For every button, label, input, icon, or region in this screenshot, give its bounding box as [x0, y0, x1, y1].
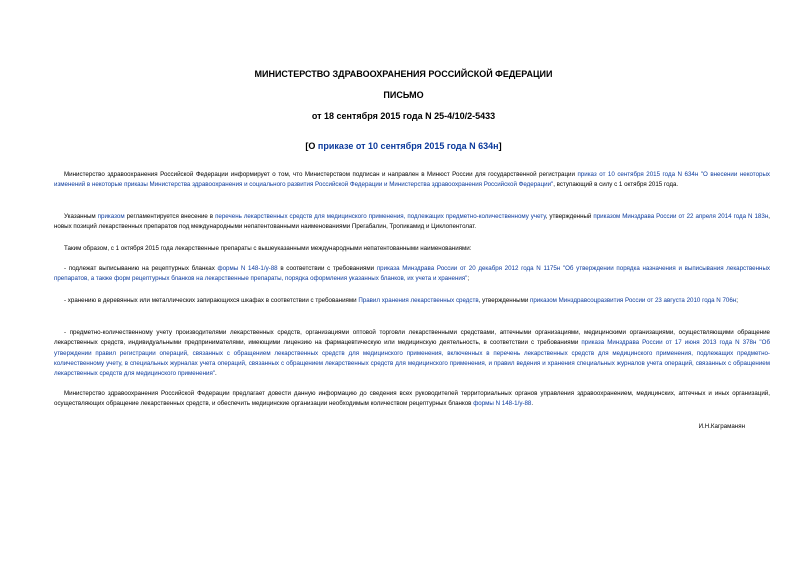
p5-text-2: , утвержденными — [478, 297, 530, 304]
p5-rules-link[interactable]: Правил хранения лекарственных средств — [358, 297, 479, 304]
subject-order-link[interactable]: приказе от 10 сентября 2015 года N 634н — [317, 141, 499, 151]
p4-text-3: ; — [467, 275, 470, 283]
p4-form-link[interactable]: формы N 148-1/у-88 — [217, 265, 278, 272]
document-subject — [0, 141, 807, 152]
paragraph-2 — [54, 212, 770, 233]
p6-text-1: - предметно-количественному учету производителями лекарственных средств, организациями оптовой торговли лекарственными средствами, аптечными организациями, медицинскими организациями, осуществляющими обращение лекарственных средств, индивидуальными предпринимателями, имеющими лицензию на фармацевтическую или медицинскую деятельность, в соответствии с требованиями — [54, 329, 770, 347]
p2-text-1: Указанным — [64, 213, 98, 220]
p6-order-378n-link[interactable]: приказа Минздрава России от 17 июня 2013 года N 378н "Об утверждении правил регистрации операций, связанных с обращением лекарственных средств для медицинского применения, включенных в перечень лекарственных средств для медицинского применения, подлежащих предметно-количественному учету, в специальных журналах учета операций, связанных с обращением лекарственных средств для медицинского применения, и правил ведения и хранения специальных журналов учета операций, связанных с обращением лекарственных средств для медицинского применения" — [54, 339, 770, 378]
paragraph-3 — [54, 244, 770, 254]
ministry-title: МИНИСТЕРСТВО ЗДРАВООХРАНЕНИЯ РОССИЙСКОЙ ФЕДЕРАЦИИ — [254, 69, 553, 79]
p5-text-1: - хранению в деревянных или металлических запирающихся шкафах в соответствии с требованиями — [64, 297, 359, 304]
p2-order-link[interactable]: приказом — [97, 213, 125, 220]
paragraph-5 — [54, 296, 770, 306]
p3-text-1: Таким образом, с 1 октября 2015 года лекарственные препараты с вышеуказанными международными непатентованными наименованиями: — [64, 245, 472, 252]
p1-text-2: , вступающий в силу с 1 октября 2015 года. — [553, 181, 679, 189]
p2-text-4: , новых позиций лекарственных препаратов под международными непатентованными наименованиями Прегабалин, Тропикамид и Циклопентолат. — [54, 213, 770, 231]
paragraph-4 — [54, 264, 770, 285]
p4-text-2: в соответствии с требованиями — [277, 265, 377, 272]
p7-text-1: Министерство здравоохранения Российской Федерации предлагает довести данную информацию до сведения всех руководителей территориальных органов управления здравоохранением, медицинских, аптечных и иных организаций, осуществляющих обращение лекарственных средств, и обеспечить медицинские организации необходимым количеством рецептурных бланков — [54, 390, 770, 408]
document-type: ПИСЬМО — [383, 90, 424, 100]
p4-text-1: - подлежат выписыванию на рецептурных бланках — [64, 265, 218, 272]
p2-list-link[interactable]: перечень лекарственных средств для медицинского применения, подлежащих предметно-количественному учету — [215, 213, 546, 220]
subject-close-bracket: ] — [498, 141, 502, 151]
paragraph-1 — [54, 170, 770, 191]
paragraph-6 — [54, 328, 770, 379]
p2-text-2: регламентируется внесение в — [124, 213, 216, 220]
signature: И.Н.Каграманян — [698, 423, 745, 430]
p7-text-2: . — [531, 400, 534, 408]
p4-order-1175n-link[interactable]: приказа Минздрава России от 20 декабря 2012 года N 1175н "Об утверждении порядка назначения и выписывания лекарственных препаратов, а также форм рецептурных бланков на лекарственные препараты, порядка оформления указанных бланков, их учета и хранения" — [54, 265, 771, 283]
p2-order-183n-link[interactable]: приказом Минздрава России от 22 апреля 2014 года N 183н — [593, 213, 769, 220]
p2-text-3: , утвержденный — [545, 213, 594, 220]
p1-order-link[interactable]: приказ от 10 сентября 2015 года N 634н "О внесении некоторых изменений в некоторые приказы Министерства здравоохранения и социального развития Российской Федерации и Министерства здравоохранения Российской Федерации" — [54, 171, 770, 189]
p5-text-3: ; — [736, 297, 738, 304]
p1-text-1: Министерство здравоохранения Российской Федерации информирует о том, что Министерством подписан и направлен в Минюст России для государственной регистрации — [64, 171, 578, 178]
paragraph-7 — [54, 389, 770, 410]
subject-open-bracket: [О — [305, 141, 318, 151]
p5-order-706n-link[interactable]: приказом Минздравсоцразвития России от 23 августа 2010 года N 706н — [530, 297, 737, 304]
document-date-number: от 18 сентября 2015 года N 25-4/10/2-5433 — [311, 111, 496, 121]
p6-text-2: . — [215, 370, 217, 378]
p7-form-link[interactable]: формы N 148-1/у-88 — [473, 400, 532, 408]
